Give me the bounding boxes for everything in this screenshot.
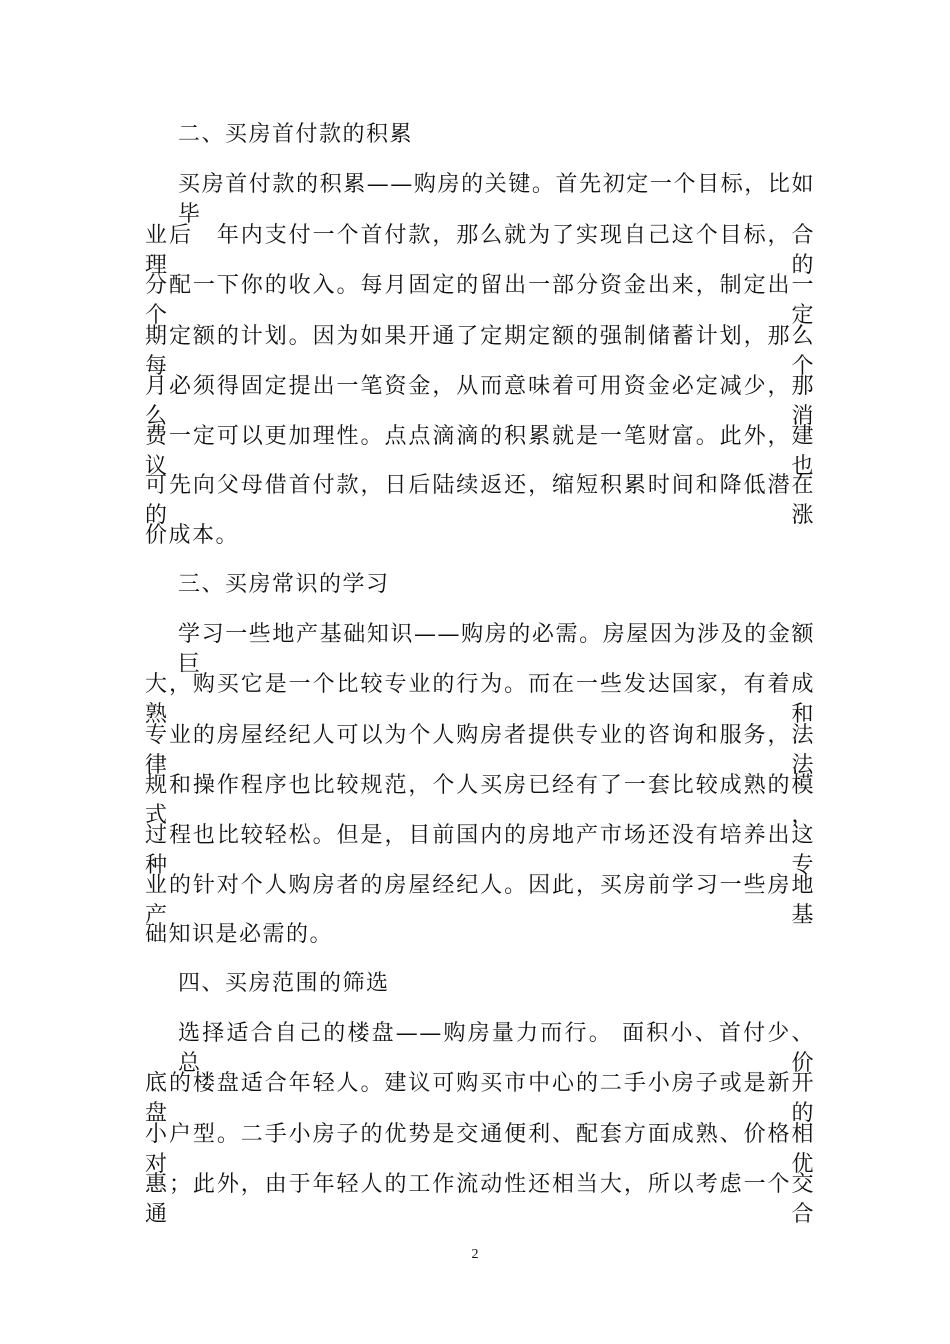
paragraph-line: 过程也比较轻松。但是，目前国内的房地产市场还没有培养出这种专: [145, 823, 815, 878]
paragraph-line: 专业的房屋经纪人可以为个人购房者提供专业的咨询和服务，法律法: [145, 723, 815, 778]
paragraph-line: 业的针对个人购房者的房屋经纪人。因此，买房前学习一些房地产基: [145, 873, 815, 928]
paragraph-line: 价成本。: [145, 523, 240, 548]
paragraph-line: 业后 年内支付一个首付款，那么就为了实现自己这个目标，合理的: [145, 223, 815, 278]
paragraph-line: 底的楼盘适合年轻人。建议可购买市中心的二手小房子或是新开盘的: [145, 1071, 815, 1126]
paragraph-line: 惠；此外，由于年轻人的工作流动性还相当大，所以考虑一个交通合: [145, 1172, 815, 1227]
paragraph-line: 础知识是必需的。: [145, 922, 334, 947]
paragraph-line: 大，购买它是一个比较专业的行为。而在一些发达国家，有着成熟和: [145, 672, 815, 727]
section-heading-2: 二、买房首付款的积累: [178, 122, 414, 147]
paragraph-line: 选择适合自己的楼盘——购房量力而行。 面积小、首付少、总价: [178, 1021, 815, 1076]
section-heading-3: 三、买房常识的学习: [178, 572, 390, 597]
paragraph-line: 可先向父母借首付款，日后陆续返还，缩短积累时间和降低潜在的涨: [145, 473, 815, 528]
paragraph-line: 费一定可以更加理性。点点滴滴的积累就是一笔财富。此外，建议也: [145, 424, 815, 479]
page-number: 2: [471, 1247, 479, 1262]
paragraph-line: 期定额的计划。因为如果开通了定期定额的强制储蓄计划，那么每个: [145, 324, 815, 379]
paragraph-line: 学习一些地产基础知识——购房的必需。房屋因为涉及的金额巨: [178, 622, 815, 677]
paragraph-line: 规和操作程序也比较规范，个人买房已经有了一套比较成熟的模式，: [145, 773, 815, 828]
paragraph-line: 小户型。二手小房子的优势是交通便利、配套方面成熟、价格相对优: [145, 1122, 815, 1177]
paragraph-line: 月必须得固定提出一笔资金，从而意味着可用资金必定减少，那么消: [145, 374, 815, 429]
paragraph-line: 买房首付款的积累——购房的关键。首先初定一个目标，比如毕: [178, 172, 815, 227]
paragraph-line: 分配一下你的收入。每月固定的留出一部分资金出来，制定出一个定: [145, 273, 815, 328]
section-heading-4: 四、买房范围的筛选: [178, 971, 390, 996]
